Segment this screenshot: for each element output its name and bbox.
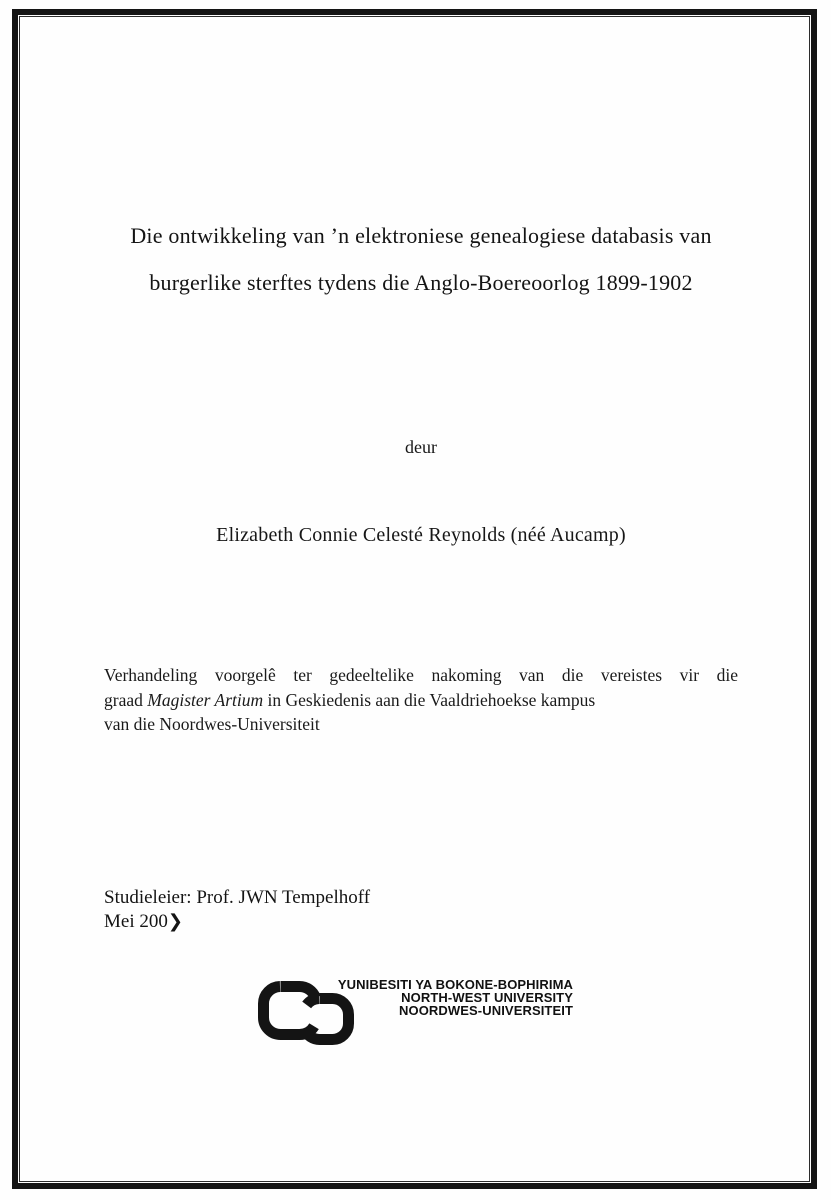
declaration-line2: [104, 688, 738, 713]
degree-declaration: [104, 663, 738, 737]
declaration-line3: van die Noordwes-Universiteit: [104, 714, 320, 734]
date-numeral-glyph: ❯: [167, 911, 182, 932]
date-prefix: Mei 200: [104, 911, 168, 932]
byline-deur: deur: [405, 437, 437, 457]
declaration-line2-pre: graad: [104, 689, 148, 710]
thesis-title-line2: burgerlike sterftes tydens die Anglo-Boereoorlog 1899-1902: [149, 270, 693, 295]
degree-name-italic: Magister Artium: [147, 689, 264, 710]
logo-text-setswana: YUNIBESITI YA BOKONE-BOPHIRIMA: [337, 977, 573, 992]
declaration-line2-post: in Geskiedenis aan die Vaaldriehoekse kampus: [263, 689, 596, 710]
author-name: Elizabeth Connie Celesté Reynolds (néé Aucamp): [216, 524, 626, 546]
declaration-line1: Verhandeling voorgelê ter gedeeltelike nakoming van die vereistes vir die: [104, 665, 738, 685]
thesis-title: [12, 212, 830, 306]
university-logo-text: [320, 979, 573, 1018]
supervisor-block: [104, 886, 370, 934]
supervisor-line: Studieleier: Prof. JWN Tempelhoff: [104, 887, 371, 908]
logo-text-afrikaans: NOORDWES-UNIVERSITEIT: [399, 1002, 573, 1018]
date-line: [104, 910, 370, 934]
logo-text-english: NORTH-WEST UNIVERSITY: [401, 989, 573, 1005]
university-logo: [257, 979, 577, 1051]
thesis-title-line1: Die ontwikkeling van ’n elektroniese genealogiese databasis van: [130, 223, 712, 248]
